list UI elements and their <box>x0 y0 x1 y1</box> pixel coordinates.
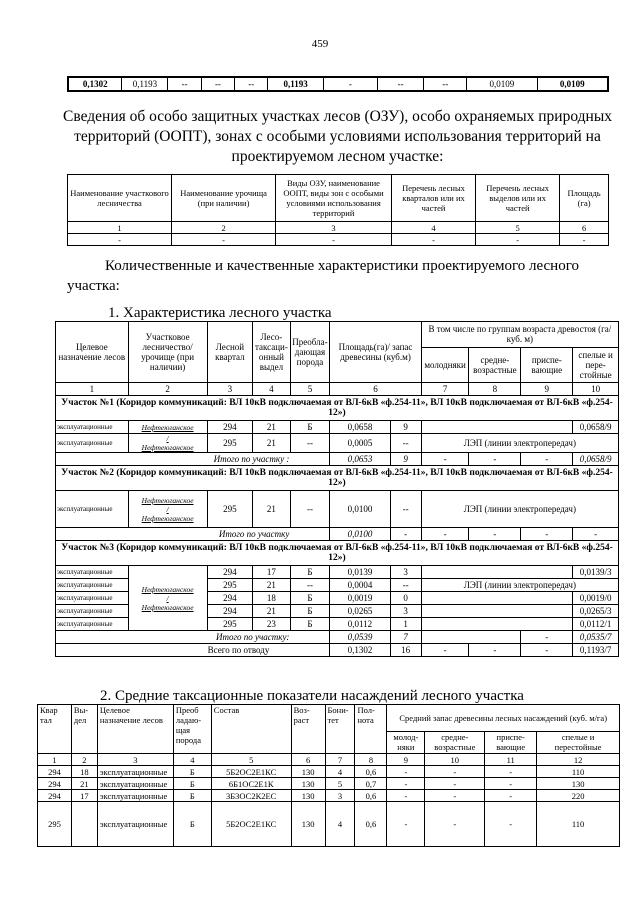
heading-section-1: 1. Характеристика лесного участка <box>108 305 332 321</box>
cell: - <box>276 234 392 246</box>
cell: 21 <box>71 778 97 790</box>
ozu-table <box>67 174 609 246</box>
cell: - <box>476 234 560 246</box>
purpose-cell: эксплуатационные <box>56 566 129 579</box>
cell: - <box>469 644 521 657</box>
cell: - <box>421 453 469 466</box>
cell: 9 <box>387 754 425 766</box>
total-label: Всего по отводу <box>56 644 330 657</box>
col-header: спелые и пере-стойные <box>573 347 619 382</box>
cell: 5Б2ОС2Е1КС <box>211 802 291 847</box>
cell: 294 <box>38 766 72 778</box>
table-row <box>38 790 620 802</box>
cell: 18 <box>253 592 290 605</box>
cell: 3 <box>276 222 392 234</box>
lep-cell: ЛЭП (линии электропередач) <box>421 434 618 453</box>
col-header: Целевое назначение лесов <box>56 322 129 383</box>
cell: 21 <box>253 421 290 434</box>
cell: -- <box>390 434 421 453</box>
cell: - <box>560 234 609 246</box>
cell: 9 <box>521 383 573 396</box>
cell: -- <box>390 491 421 528</box>
district-name: Нефтеюганское <box>141 495 194 505</box>
cell: 0,1193 <box>268 77 323 91</box>
col-header: средне-возрастные <box>425 731 485 753</box>
section-title: Участок №2 (Коридор коммуникаций: ВЛ 10кВ подключаемая от ВЛ-6кВ «ф.254-11», ВЛ 10кВ подключаемая от ВЛ-6кВ «ф.254-12») <box>56 466 619 491</box>
cell: 6Б1ОС2Е1К <box>211 778 291 790</box>
cell: 8 <box>355 754 387 766</box>
col-header: Бони-тет <box>325 705 355 754</box>
table-row <box>68 77 608 91</box>
cell: - <box>485 778 537 790</box>
cell: 3 <box>390 605 421 618</box>
cell: 23 <box>253 618 290 631</box>
heading-section-2: 2. Средние таксационные показатели насаждений лесного участка <box>100 688 524 704</box>
heading-characteristics: Количественные и качественные характеристики проектируемого лесного участка: <box>67 258 579 294</box>
table-header-row <box>38 705 620 732</box>
purpose-cell: эксплуатационные <box>56 491 129 528</box>
col-header: Целевое назначение лесов <box>97 705 173 754</box>
grand-total-row <box>56 644 619 657</box>
cell: 6 <box>330 383 421 396</box>
cell: - <box>387 778 425 790</box>
cell: 1 <box>390 618 421 631</box>
cell: 5 <box>211 754 291 766</box>
cell: 0,0109 <box>467 77 537 91</box>
district-name: Нефтеюганское <box>141 602 194 612</box>
cell: Б <box>290 618 330 631</box>
cell: 110 <box>537 802 620 847</box>
cell: 1 <box>68 222 172 234</box>
cell: - <box>68 234 172 246</box>
col-header: В том числе по группам возраста древостоя (га/ куб. м) <box>421 322 618 348</box>
cell: - <box>425 802 485 847</box>
table-header-row <box>56 322 619 348</box>
cell: - <box>391 234 475 246</box>
cell: 3 <box>325 790 355 802</box>
purpose-cell: эксплуатационные <box>56 421 129 434</box>
cell: 0,6 <box>355 802 387 847</box>
col-header: молод-няки <box>387 731 425 753</box>
section-row <box>56 396 619 421</box>
col-header: Перечень лесных выделов или их частей <box>476 175 560 222</box>
cell: 17 <box>71 790 97 802</box>
table-row <box>38 778 620 790</box>
col-header: Состав <box>211 705 291 754</box>
cell: 4 <box>253 383 290 396</box>
district-cell <box>128 491 207 528</box>
cell: 21 <box>253 491 290 528</box>
table-row <box>68 222 609 234</box>
cell: - <box>485 766 537 778</box>
cell: 0 <box>390 592 421 605</box>
cell: - <box>469 453 521 466</box>
cell: 17 <box>253 566 290 579</box>
cell: 2 <box>128 383 207 396</box>
cell: 295 <box>207 491 253 528</box>
cell: 0,1193/7 <box>573 644 619 657</box>
cell: 10 <box>425 754 485 766</box>
cell: 11 <box>485 754 537 766</box>
cell: - <box>387 790 425 802</box>
cell: 0,0100 <box>330 491 390 528</box>
cell: 295 <box>207 434 253 453</box>
total-row <box>56 631 619 644</box>
section-row <box>56 541 619 566</box>
cell: 8 <box>469 383 521 396</box>
cell: 130 <box>291 802 325 847</box>
cell <box>421 605 573 618</box>
cell: 9 <box>390 421 421 434</box>
cell: 0,0535/7 <box>573 631 619 644</box>
cell: 0,0005 <box>330 434 390 453</box>
cell: 220 <box>537 790 620 802</box>
cell: 295 <box>207 618 253 631</box>
cell: - <box>521 644 573 657</box>
cell: 0,1193 <box>122 77 168 91</box>
cell: 0,6 <box>355 766 387 778</box>
cell: - <box>421 644 469 657</box>
cell: 21 <box>253 579 290 592</box>
cell: 18 <box>71 766 97 778</box>
table-header-row <box>68 175 609 222</box>
cell: Б <box>290 605 330 618</box>
cell: 1 <box>56 383 129 396</box>
cell <box>71 802 97 847</box>
cell: - <box>323 77 377 91</box>
total-row <box>56 453 619 466</box>
cell: 0,0539 <box>330 631 390 644</box>
cell: 0,0658/9 <box>573 453 619 466</box>
cell: 10 <box>573 383 619 396</box>
cell: 4 <box>325 766 355 778</box>
cell: -- <box>290 491 330 528</box>
cell: 0,1302 <box>330 644 390 657</box>
cell: 295 <box>38 802 72 847</box>
cell: 0,0019 <box>330 592 390 605</box>
cell: - <box>425 790 485 802</box>
cell: 0,0004 <box>330 579 390 592</box>
cell: 0,0112 <box>330 618 390 631</box>
col-header: Средний запас древесины лесных насаждений (куб. м/га) <box>387 705 620 732</box>
cell: - <box>387 802 425 847</box>
cell: - <box>485 802 537 847</box>
cell <box>421 618 573 631</box>
cell: Б <box>290 592 330 605</box>
col-header: молодняки <box>421 347 469 382</box>
cell: 130 <box>291 766 325 778</box>
cell: 294 <box>38 790 72 802</box>
cell: 295 <box>207 579 253 592</box>
cell: 21 <box>253 605 290 618</box>
cell: 4 <box>391 222 475 234</box>
cell: 0,0265/3 <box>573 605 619 618</box>
cell: 294 <box>207 421 253 434</box>
cell: эксплуатационные <box>97 802 173 847</box>
cell: 130 <box>291 790 325 802</box>
cell: -- <box>290 434 330 453</box>
cell: 0,0139/3 <box>573 566 619 579</box>
section-title: Участок №3 (Коридор коммуникаций: ВЛ 10кВ подключаемая от ВЛ-6кВ «ф.254-11», ВЛ 10кВ подключаемая от ВЛ-6кВ «ф.254-12») <box>56 541 619 566</box>
cell: - <box>421 528 469 541</box>
section-row <box>56 466 619 491</box>
total-row <box>56 528 619 541</box>
col-header: приспе-вающие <box>485 731 537 753</box>
cell: -- <box>390 579 421 592</box>
cell: 16 <box>390 644 421 657</box>
district-cell <box>128 566 207 631</box>
slash: / <box>166 593 169 603</box>
cell: 5 <box>290 383 330 396</box>
col-header: Площадь(га)/ запас древесины (куб.м) <box>330 322 421 383</box>
cell: Б <box>173 802 211 847</box>
cell: 0,1302 <box>68 77 122 91</box>
cell: -- <box>290 579 330 592</box>
heading-ozu: Сведения об особо защитных участках лесов (ОЗУ), особо охраняемых природных территорий (ООПТ), зонах с особыми условиями использования территорий на проектируемом лесном участке: <box>63 108 612 165</box>
cell: 4 <box>325 802 355 847</box>
table-row <box>38 754 620 766</box>
district-name: Нефтеюганское <box>141 513 194 523</box>
cell: эксплуатационные <box>97 766 173 778</box>
table-row <box>56 383 619 396</box>
cell: 130 <box>291 778 325 790</box>
slash: / <box>166 504 169 514</box>
cell <box>421 421 573 434</box>
cell: -- <box>201 77 234 91</box>
cell <box>421 631 521 644</box>
cell: 6 <box>560 222 609 234</box>
purpose-cell: эксплуатационные <box>56 592 129 605</box>
cell: Б <box>290 566 330 579</box>
cell: 294 <box>207 566 253 579</box>
cell: 294 <box>38 778 72 790</box>
cell: - <box>469 528 521 541</box>
purpose-cell: эксплуатационные <box>56 618 129 631</box>
district-cell <box>128 434 207 453</box>
cell: 5Б2ОС2Е1КС <box>211 766 291 778</box>
col-header: Виды ОЗУ, наименование ООПТ, виды зон с особыми условиями использования территорий <box>276 175 392 222</box>
col-header: приспе-вающие <box>521 347 573 382</box>
purpose-cell: эксплуатационные <box>56 579 129 592</box>
purpose-cell: эксплуатационные <box>56 605 129 618</box>
cell: -- <box>377 77 424 91</box>
col-header: Площадь (га) <box>560 175 609 222</box>
cell: - <box>425 766 485 778</box>
col-header: Воз-раст <box>291 705 325 754</box>
purpose-cell: эксплуатационные <box>56 434 129 453</box>
page-number: 459 <box>311 38 329 50</box>
col-header: Наименование участкового лесничества <box>68 175 172 222</box>
cell: -- <box>235 77 268 91</box>
cell: Б <box>173 790 211 802</box>
cell: 5 <box>325 778 355 790</box>
cell: 2 <box>172 222 276 234</box>
cell: 2 <box>71 754 97 766</box>
cell: 0,0658/9 <box>573 421 619 434</box>
cell: 0,7 <box>355 778 387 790</box>
cell: - <box>485 790 537 802</box>
cell: 0,0139 <box>330 566 390 579</box>
cell: эксплуатационные <box>97 790 173 802</box>
total-label: Итого по участку: <box>56 631 330 644</box>
col-header: Преобла-дающая порода <box>290 322 330 383</box>
cell: Б <box>173 766 211 778</box>
cell: - <box>387 766 425 778</box>
section-title: Участок №1 (Коридор коммуникаций: ВЛ 10кВ подключаемая от ВЛ-6кВ «ф.254-11», ВЛ 10кВ подключаемая от ВЛ-6кВ «ф.254-12») <box>56 396 619 421</box>
col-header: средне-возрастные <box>469 347 521 382</box>
lep-cell: ЛЭП (линии электропередач) <box>421 491 618 528</box>
cell: 21 <box>253 434 290 453</box>
cell: - <box>521 631 573 644</box>
table-row <box>38 802 620 847</box>
col-header: Вы-дел <box>71 705 97 754</box>
cell: 7 <box>325 754 355 766</box>
slash: / <box>166 434 169 443</box>
cell: Б <box>173 778 211 790</box>
col-header: Лесо-таксаци-онный выдел <box>253 322 290 383</box>
total-label: Итого по участку : <box>56 453 330 466</box>
carryover-row-table <box>67 76 609 92</box>
district-name: Нефтеюганское <box>141 443 194 452</box>
cell: 5 <box>476 222 560 234</box>
cell: -- <box>168 77 201 91</box>
table-row <box>38 766 620 778</box>
table-row <box>56 434 619 453</box>
cell: -- <box>424 77 467 91</box>
cell: 7 <box>421 383 469 396</box>
cell <box>421 566 573 579</box>
cell: - <box>390 528 421 541</box>
cell: 0,6 <box>355 790 387 802</box>
cell: 4 <box>173 754 211 766</box>
col-header: Пол-нота <box>355 705 387 754</box>
cell: 3Б3ОС2К2ЕС <box>211 790 291 802</box>
cell: - <box>521 453 573 466</box>
cell: 0,0019/0 <box>573 592 619 605</box>
col-header: Наименование урочища (при наличии) <box>172 175 276 222</box>
cell: 6 <box>291 754 325 766</box>
cell: 130 <box>537 778 620 790</box>
col-header: Участковое лесничество/урочище (при наличии) <box>128 322 207 383</box>
district-cell: Нефтеюганское <box>128 421 207 434</box>
plot-characteristics-table <box>55 321 619 657</box>
cell: 0,0653 <box>330 453 390 466</box>
lep-cell: ЛЭП (линии электропередач) <box>421 579 618 592</box>
cell: 294 <box>207 592 253 605</box>
cell: 1 <box>38 754 72 766</box>
cell: Б <box>290 421 330 434</box>
cell: 3 <box>207 383 253 396</box>
cell: 0,0265 <box>330 605 390 618</box>
table-row <box>56 491 619 528</box>
cell: 3 <box>390 566 421 579</box>
table-row <box>56 566 619 579</box>
cell: 0,0112/1 <box>573 618 619 631</box>
col-header: Квар тал <box>38 705 72 754</box>
cell: - <box>172 234 276 246</box>
table-row <box>68 234 609 246</box>
col-header: Лесной квартал <box>207 322 253 383</box>
cell: 110 <box>537 766 620 778</box>
cell <box>421 592 573 605</box>
col-header: Преоб ладаю-щая порода <box>173 705 211 754</box>
total-label: Итого по участку <box>56 528 330 541</box>
cell: 0,0658 <box>330 421 390 434</box>
cell: - <box>425 778 485 790</box>
cell: 7 <box>390 631 421 644</box>
district-name: Нефтеюганское <box>141 584 194 594</box>
cell: 294 <box>207 605 253 618</box>
cell: - <box>521 528 573 541</box>
taxation-table <box>37 704 620 847</box>
col-header: Перечень лесных кварталов или их частей <box>391 175 475 222</box>
cell: 0,0100 <box>330 528 390 541</box>
col-header: спелые и перестойные <box>537 731 620 753</box>
cell: 9 <box>390 453 421 466</box>
cell: 0,0109 <box>537 77 608 91</box>
cell: эксплуатационные <box>97 778 173 790</box>
cell: 3 <box>97 754 173 766</box>
cell: 12 <box>537 754 620 766</box>
table-row <box>56 421 619 434</box>
cell: - <box>573 528 619 541</box>
